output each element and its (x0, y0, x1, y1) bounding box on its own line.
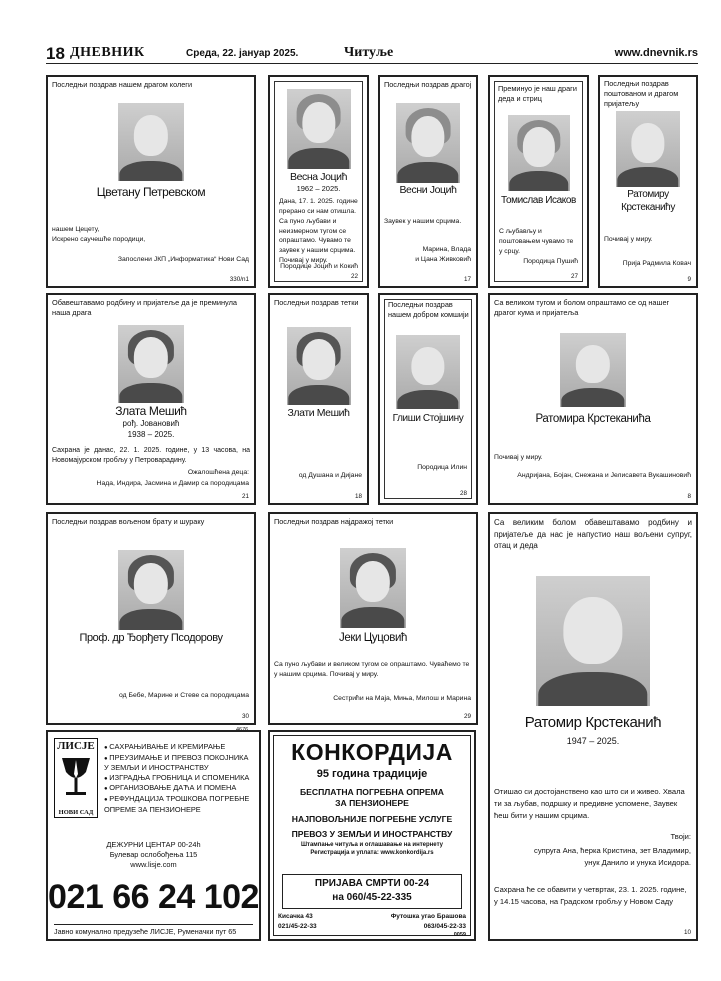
phone-number[interactable]: 021 66 24 102 (48, 878, 259, 916)
left-phone[interactable]: 021/45-22-33 (278, 923, 317, 930)
portrait-photo (118, 550, 184, 630)
notice-intro: Са великом тугом и болом опраштамо се од нашег драгог кума и пријатеља (494, 298, 670, 317)
notice-code: 10 (683, 929, 691, 936)
notice-signature: Запослени ЈКП „Информатика“ Нови Сад (117, 256, 249, 263)
service-item: ● САХРАЊИВАЊЕ И КРЕМИРАЊЕ (104, 742, 254, 753)
deceased-name: Ратомиру Крстеканићу (621, 189, 675, 213)
notice-intro: Обавештавамо родбину и пријатеље да је преминула наша драга (52, 298, 238, 317)
portrait-photo (396, 335, 460, 409)
notice-zlata-main (46, 293, 256, 505)
service-item: ● ПРЕУЗИМАЊЕ И ПРЕВОЗ ПОКОЈНИКА У ЗЕМЉИ И ИНОСТРАНСТВУ (104, 753, 254, 773)
portrait-photo (508, 115, 570, 191)
life-years: 1947 – 2025. (566, 736, 620, 746)
portrait-photo (616, 111, 680, 187)
notice-intro: Последњи поздрав драгој (384, 80, 472, 89)
death-report-frame (282, 874, 462, 909)
tradition-line: 95 година традиције (316, 768, 428, 780)
logo-bottom-text: НОВИ САД (58, 809, 94, 816)
brand-logo: ДНЕВНИК (70, 45, 145, 60)
life-years: 1938 – 2025. (127, 430, 175, 439)
notice-code: 9 (687, 276, 691, 283)
signature-label: Ожалошћена деца: (187, 469, 249, 476)
page-header (46, 44, 698, 64)
notice-signature: Андријана, Бојан, Снежана и Јелисавета Вукашиновић (517, 472, 691, 479)
offer-line: БЕСПЛАТНА ПОГРЕБНА ОПРЕМА ЗА ПЕНЗИОНЕРЕ (299, 787, 444, 808)
notice-signature: Сестрићи на Маја, Миња, Милош и Марина (333, 695, 471, 702)
notice-text: С љубављу и поштовањем чувамо те у срцу. (499, 228, 574, 255)
deceased-name: Проф. др Ђорђету Псодорову (79, 632, 223, 644)
notice-text: Сахрана је данас, 22. 1. 2025. године, у 13 часова, на Новомајурском гробљу у Петроварадину. (52, 447, 250, 465)
deceased-name: Ратомир Крстеканић (524, 714, 662, 731)
notice-signature: Породица Пушић (523, 258, 578, 265)
logo-top-text: ЛИСЈЕ (57, 740, 95, 752)
service-item: ● ИЗГРАДЊА ГРОБНИЦА И СПОМЕНИКА (104, 773, 254, 784)
notice-text: Почивај у миру. (604, 236, 653, 243)
notice-signature: Породица Илин (417, 464, 467, 471)
deceased-name: Весни Јоцић (399, 184, 457, 196)
notice-zlata-small (268, 293, 369, 505)
goblet-icon (56, 754, 96, 802)
notice-signature: Марина, Влада и Цана Живковић (415, 246, 471, 263)
ad-code: 4676 (236, 727, 249, 733)
service-item: ● ОРГАНИЗОВАЊЕ ДАЋА И ПОМЕНА (104, 783, 254, 794)
company-footer: Јавно комунално предузеће ЛИСЈЕ, Руменачки пут 65 (54, 924, 253, 936)
portrait-photo (287, 89, 351, 169)
ad-code: 0059 (453, 932, 466, 938)
services-list (104, 742, 254, 814)
deceased-name: Јеки Цуцовић (338, 632, 408, 644)
notice-psodorov (46, 512, 256, 725)
notice-code: 29 (463, 713, 471, 720)
portrait-photo (287, 327, 351, 405)
notice-code: 28 (459, 490, 467, 497)
notice-code: 8 (687, 493, 691, 500)
notice-code: 17 (463, 276, 471, 283)
company-name: КОНКОРДИЈА (291, 739, 453, 765)
left-address: Кисачка 43 (278, 913, 313, 920)
notice-vesna-main (268, 75, 369, 288)
notice-petrevski (46, 75, 256, 288)
page-number: 18 (46, 44, 65, 63)
portrait-photo (560, 333, 626, 407)
notice-code: 27 (570, 273, 578, 280)
ad-konkordija (268, 730, 476, 941)
notice-signature: од Бебе, Марине и Стеве са породицама (119, 692, 249, 699)
notice-intro: Последњи поздрав вољеном брату и шураку (52, 517, 205, 526)
notice-signature: супруга Ана, ћерка Кристина, зет Владимир, унук Данило и унука Исидора. (534, 846, 691, 867)
website-link[interactable]: www.lisje.com (130, 860, 177, 869)
notice-signature: Породице Јоцић и Кокић (280, 263, 358, 270)
funeral-info: Сахрана ће се обавити у четвртак, 23. 1. 2025. године, у 14.15 часова, на Градском гробљу у Новом Саду (494, 885, 687, 906)
portrait-photo (340, 548, 406, 628)
portrait-photo (536, 576, 650, 706)
right-phone[interactable]: 063/045-22-33 (423, 923, 466, 930)
issue-date: Среда, 22. јануар 2025. (186, 48, 299, 59)
notice-code: 21 (241, 493, 249, 500)
notice-code: 18 (354, 493, 362, 500)
notice-code: 22 (350, 273, 358, 280)
notice-text: нашем Цецету, Искрено саучешће породици, (52, 226, 146, 243)
deceased-name: Цветану Петревском (96, 185, 206, 199)
portrait-photo (118, 103, 184, 181)
notice-intro: Последњи поздрав нашем драгом колеги (52, 80, 193, 89)
notice-intro: Преминуо је наш драги деда и стриц (498, 84, 577, 103)
address: Булевар ослобођења 115 (109, 850, 198, 859)
offer-line: НАЈПОВОЉНИЈЕ ПОГРЕБНЕ УСЛУГЕ (291, 814, 453, 824)
notice-intro: Последњи поздрав најдражој тетки (274, 517, 394, 526)
notice-krstekanic-main (488, 512, 698, 941)
notice-signature: од Душана и Дијане (298, 472, 362, 479)
notice-intro: Последњи поздрав тетки (274, 298, 359, 307)
lisje-logo (54, 738, 98, 818)
notice-intro: Са великим болом обавештавамо родбину и пријатеље да нас је напустио наш вољени супруг, отац и деда (494, 518, 692, 551)
notice-cucovic (268, 512, 478, 725)
maiden-name: рођ. Јовановић (122, 419, 180, 428)
offer-line: Штампање читуља и оглашавање на интернету Регистрација и уплата: www.konkordija.rs (301, 842, 443, 856)
deceased-name: Весна Јоцић (289, 171, 348, 183)
notice-code: 30 (241, 713, 249, 720)
notice-vesna-small (378, 75, 478, 288)
notice-text: Почивај у миру. (494, 454, 543, 461)
notice-text: Дана, 17. 1. 2025. године прерано си нам отишла. Са пуно љубави и неизмерном тугом се опраштамо. Чувамо те заувек у нашим срцима. Почивај у миру. (279, 198, 358, 265)
right-address: Футошка угао Брашова (390, 913, 466, 920)
portrait-photo (396, 103, 460, 183)
notice-intro: Последњи поздрав нашем добром комшији (388, 300, 469, 319)
website-link[interactable]: www.dnevnik.rs (614, 47, 698, 59)
deceased-name: Ратомира Крстеканића (535, 413, 651, 425)
report-title: ПРИЈАВА СМРТИ 00-24 (314, 878, 430, 889)
service-item: ● РЕФУНДАЦИЈА ТРОШКОВА ПОГРЕБНЕ ОПРЕМЕ ЗА ПЕНЗИОНЕРЕ (104, 794, 254, 814)
notice-signature: Нада, Индира, Јасмина и Дамир са породицама (96, 480, 249, 487)
notice-intro: Последњи поздрав поштованом и драгом пријатељу (604, 79, 679, 108)
duty-center: ДЕЖУРНИ ЦЕНТАР 00-24h (106, 840, 201, 849)
notice-krstekanic-small (598, 75, 698, 288)
signature-label: Твоји: (670, 832, 691, 841)
deceased-name: Злати Мешић (287, 407, 350, 419)
notice-signature: Прија Радмила Ковач (622, 260, 691, 267)
notice-krstekanic-medium (488, 293, 698, 505)
ad-lisje (46, 730, 261, 941)
report-phone[interactable]: на 060/45-22-335 (332, 892, 412, 903)
portrait-photo (118, 325, 184, 403)
notice-text: Заувек у нашим срцима. (384, 218, 462, 225)
notice-text: Са пуно љубави и великом тугом се опраштамо. Чуваћемо те у нашим срцима. Почивај у миру. (274, 661, 470, 678)
deceased-name: Глиши Стојшину (392, 413, 464, 424)
deceased-name: Томислав Исаков (501, 195, 576, 206)
notice-code: 330/n1 (229, 276, 249, 283)
offer-line: ПРЕВОЗ У ЗЕМЉИ И ИНОСТРАНСТВУ (291, 829, 453, 839)
notice-text: Отишао си достојанствено као што си и живео. Хвала ти за љубав, подршку и предивне успомене, Заувек ћеш бити у нашим срцима. (494, 787, 685, 820)
notice-stojsin (378, 293, 478, 505)
section-title: Читуље (344, 45, 394, 60)
deceased-name: Злата Мешић (115, 404, 187, 418)
life-years: 1962 – 2025. (296, 184, 341, 193)
notice-isakov (488, 75, 589, 288)
